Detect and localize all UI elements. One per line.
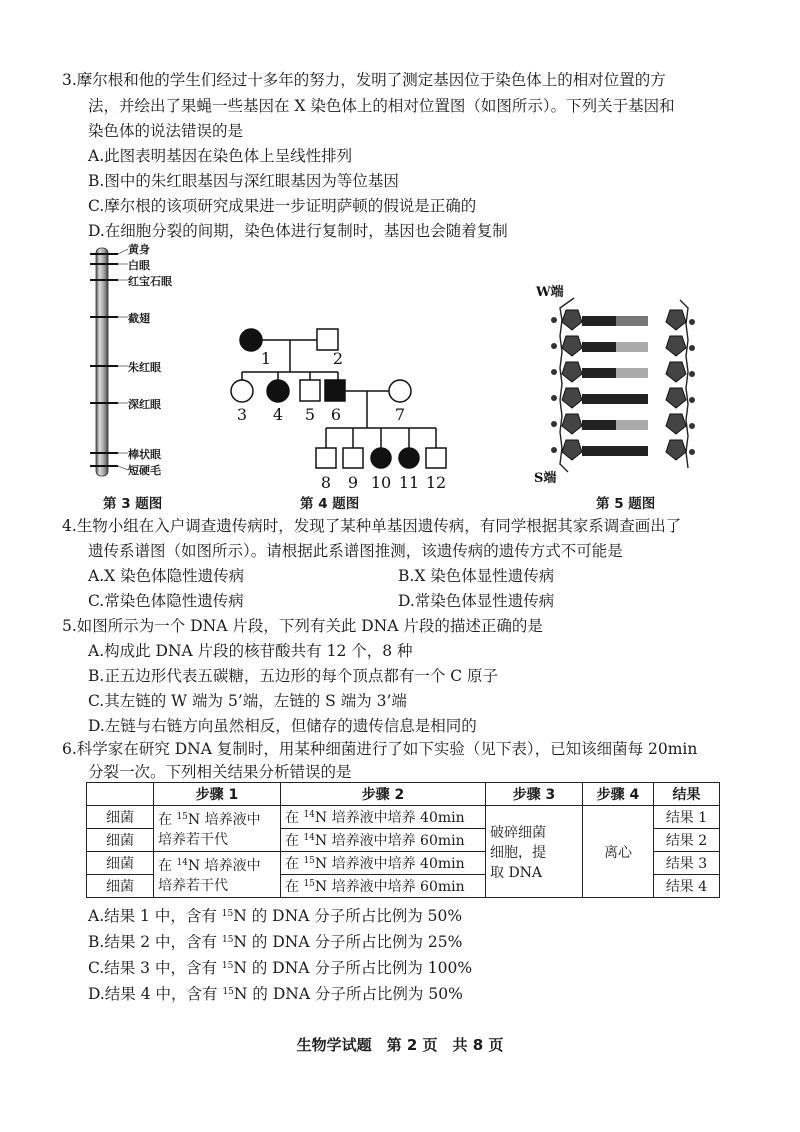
result-cell: 结果 1 <box>654 806 720 829</box>
q5-option-c: C.其左链的 W 端为 5’端，左链的 S 端为 3’端 <box>88 692 407 710</box>
table-row <box>87 806 720 829</box>
q3-option-b: B.图中的朱红眼基因与深红眼基因为等位基因 <box>88 172 399 190</box>
gene-label-bar-eye: 棒状眼 <box>128 448 161 461</box>
result-cell: 结果 2 <box>654 829 720 852</box>
q6-stem-line1: 6.科学家在研究 DNA 复制时，用某种细菌进行了如下实验（见下表），已知该细菌每 20min <box>62 740 698 758</box>
q5-option-b: B.正五边形代表五碳糖，五边形的每个顶点都有一个 C 原子 <box>88 667 499 685</box>
page-footer: 生物学试题 第 2 页 共 8 页 <box>296 1036 504 1054</box>
dna-pair-4 <box>551 388 695 408</box>
q4-option-a: A.X 染色体隐性遗传病 <box>88 567 245 585</box>
step3-cell: 破碎细菌 细胞，提 取 DNA <box>486 806 583 898</box>
q4-option-c: C.常染色体隐性遗传病 <box>88 592 244 610</box>
number-10: 10 <box>370 473 392 492</box>
step2-cell: 在 $^{14}$N 培养液中培养 60min <box>281 829 486 852</box>
dna-pair-3 <box>551 362 695 382</box>
step1-group1: 在 $^{15}$N 培养液中 培养若干代 <box>154 806 281 852</box>
dna-pair-5 <box>551 414 695 434</box>
individual-5 <box>300 380 320 401</box>
q6-stem-line2: 分裂一次。下列相关结果分析错误的是 <box>88 763 352 781</box>
figure-4-caption: 第 4 题图 <box>300 496 360 512</box>
number-7: 7 <box>394 405 406 424</box>
q4-option-d: D.常染色体显性遗传病 <box>398 592 555 610</box>
dna-pair-2 <box>551 336 695 356</box>
individual-6 <box>325 380 345 401</box>
number-8: 8 <box>320 473 332 492</box>
table-header-row <box>87 783 720 806</box>
individual-2 <box>317 329 338 350</box>
number-1: 1 <box>260 349 272 368</box>
row-label: 细菌 <box>87 875 154 898</box>
number-6: 6 <box>330 405 342 424</box>
header-result: 结果 <box>654 783 720 806</box>
figure-3-caption: 第 3 题图 <box>103 496 163 512</box>
individual-3 <box>231 380 253 402</box>
experiment-table <box>86 782 720 898</box>
dna-figure <box>530 278 710 488</box>
q6-option-a: A.结果 1 中，含有 $^{15}$N 的 DNA 分子所占比例为 50% <box>88 907 463 925</box>
individual-4 <box>267 380 289 402</box>
header-step2: 步骤 2 <box>281 783 486 806</box>
individual-12 <box>426 448 446 468</box>
q6-option-c: C.结果 3 中，含有 $^{15}$N 的 DNA 分子所占比例为 100% <box>88 959 473 977</box>
number-2: 2 <box>332 349 344 368</box>
individual-7 <box>389 380 411 402</box>
q4-stem-line1: 4.生物小组在入户调查遗传病时，发现了某种单基因遗传病，有同学根据其家系调查画出了 <box>62 517 682 535</box>
number-5: 5 <box>304 405 316 424</box>
q3-stem-line3: 染色体的说法错误的是 <box>88 122 244 140</box>
gene-label-white-eye: 白眼 <box>128 259 150 272</box>
pedigree-figure <box>220 320 460 495</box>
number-4: 4 <box>272 405 284 424</box>
step2-cell: 在 $^{15}$N 培养液中培养 40min <box>281 852 486 875</box>
gene-label-bristle: 短硬毛 <box>128 464 161 477</box>
number-12: 12 <box>425 473 447 492</box>
gene-label-garnet-eye: 深红眼 <box>128 398 161 411</box>
dna-pair-1 <box>551 310 695 330</box>
number-9: 9 <box>347 473 359 492</box>
individual-9 <box>343 448 363 468</box>
header-step4: 步骤 4 <box>583 783 654 806</box>
step2-cell: 在 $^{14}$N 培养液中培养 40min <box>281 806 486 829</box>
individual-10 <box>371 448 391 468</box>
gene-label-ruby-eye: 红宝石眼 <box>128 275 172 288</box>
q4-stem-line2: 遗传系谱图（如图所示）。请根据此系谱图推测，该遗传病的遗传方式不可能是 <box>88 542 623 560</box>
q5-option-d: D.左链与右链方向虽然相反，但储存的遗传信息是相同的 <box>88 717 477 735</box>
row-label: 细菌 <box>87 852 154 875</box>
q3-option-c: C.摩尔根的该项研究成果进一步证明萨顿的假说是正确的 <box>88 197 477 215</box>
header-step1: 步骤 1 <box>154 783 281 806</box>
dna-pair-6 <box>551 440 695 460</box>
w-end-label: W端 <box>536 285 564 300</box>
q6-option-d: D.结果 4 中，含有 $^{15}$N 的 DNA 分子所占比例为 50% <box>88 985 463 1003</box>
number-3: 3 <box>236 405 248 424</box>
row-label: 细菌 <box>87 829 154 852</box>
individual-8 <box>316 448 336 468</box>
q3-stem-line1: 3.摩尔根和他的学生们经过十多年的努力，发明了测定基因位于染色体上的相对位置的方 <box>62 71 666 89</box>
chromosome-body <box>96 248 108 476</box>
row-label: 细菌 <box>87 806 154 829</box>
step2-cell: 在 $^{15}$N 培养液中培养 60min <box>281 875 486 898</box>
q3-option-d: D.在细胞分裂的间期，染色体进行复制时，基因也会随着复制 <box>88 222 508 240</box>
result-cell: 结果 3 <box>654 852 720 875</box>
figure-5-caption: 第 5 题图 <box>596 496 656 512</box>
step4-cell: 离心 <box>583 806 654 898</box>
q6-option-b: B.结果 2 中，含有 $^{15}$N 的 DNA 分子所占比例为 25% <box>88 933 463 951</box>
s-end-label: S端 <box>534 471 557 486</box>
result-cell: 结果 4 <box>654 875 720 898</box>
q3-option-a: A.此图表明基因在染色体上呈线性排列 <box>88 147 353 165</box>
number-11: 11 <box>398 473 420 492</box>
header-step3: 步骤 3 <box>486 783 583 806</box>
individual-11 <box>399 448 419 468</box>
gene-label-cut-wing: 截翅 <box>128 312 150 325</box>
gene-label-vermilion-eye: 朱红眼 <box>128 361 161 374</box>
q4-option-b: B.X 染色体显性遗传病 <box>398 567 555 585</box>
individual-1 <box>240 329 262 351</box>
q5-option-a: A.构成此 DNA 片段的核苷酸共有 12 个，8 种 <box>88 642 413 660</box>
gene-label-yellow-body: 黄身 <box>128 243 150 256</box>
q3-stem-line2: 法，并绘出了果蝇一些基因在 X 染色体上的相对位置图（如图所示）。下列关于基因和 <box>88 97 675 115</box>
step1-group2: 在 $^{14}$N 培养液中 培养若干代 <box>154 852 281 898</box>
q5-stem: 5.如图所示为一个 DNA 片段，下列有关此 DNA 片段的描述正确的是 <box>62 617 543 635</box>
